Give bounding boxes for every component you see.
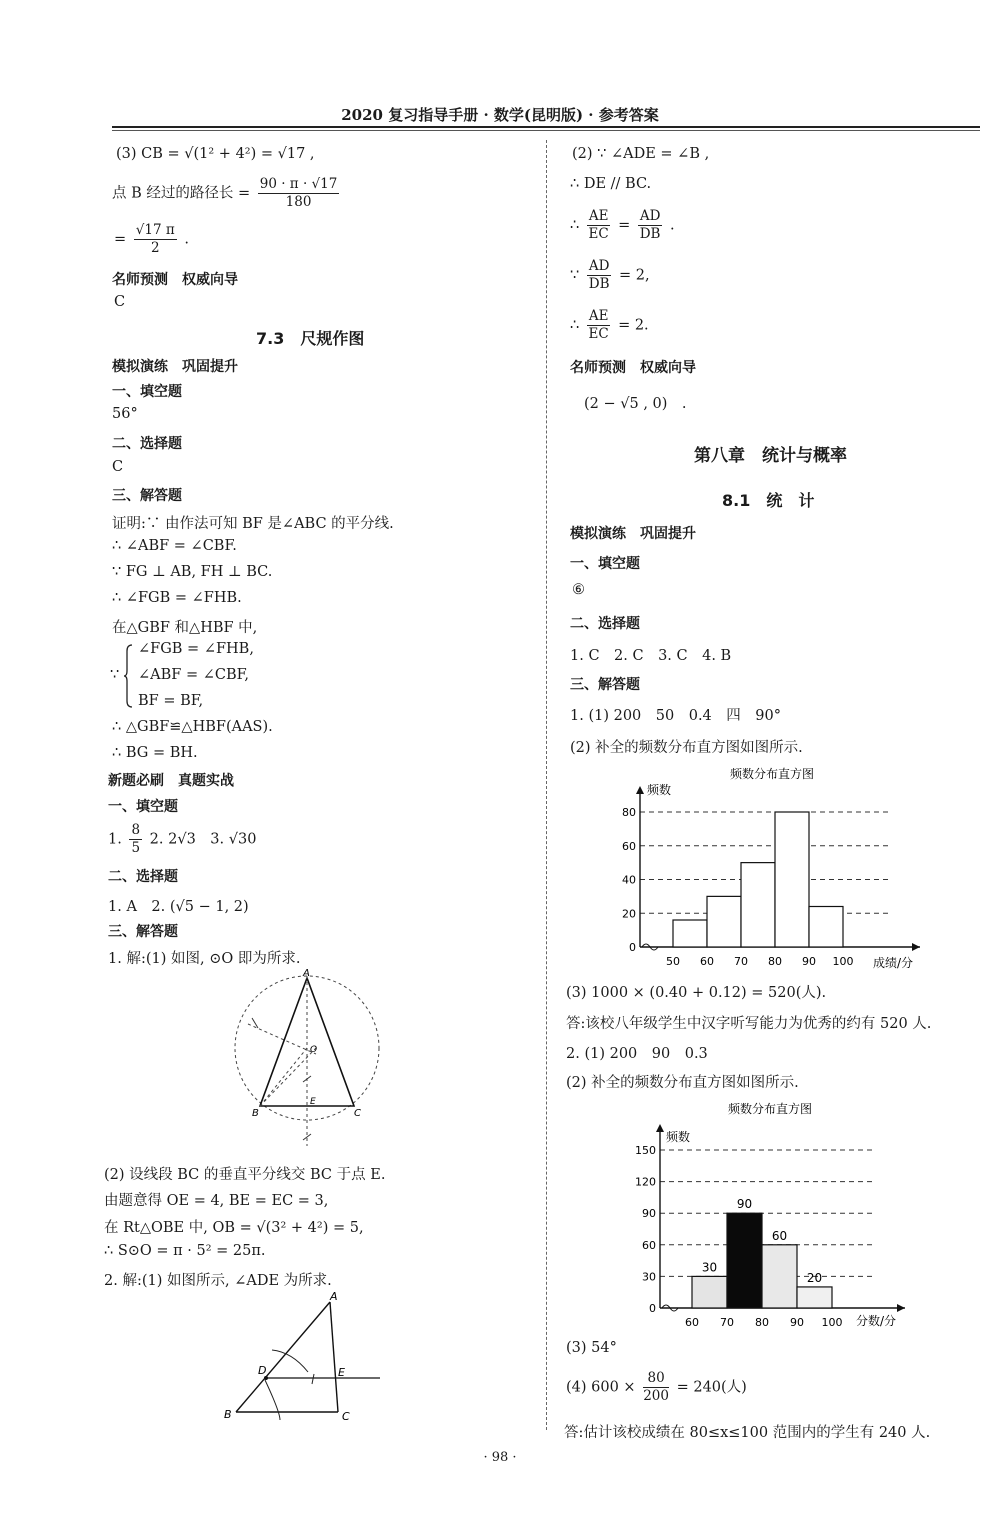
x-tick-label: 100 [832,955,854,968]
answer-line [108,822,256,857]
x-axis-arrow [912,943,920,951]
x-tick-label: 60 [700,955,714,968]
bar [673,920,707,947]
bar [707,896,741,947]
x-tick-label: 90 [802,955,816,968]
fraction [587,208,611,243]
answer: C [112,459,124,475]
chart-title: 频数分布直方图 [730,767,815,781]
y-tick-label: 30 [642,1270,656,1284]
y-tick-label: 90 [642,1207,656,1221]
y-tick-label: 60 [642,1238,656,1252]
subsection-label: 三、解答题 [108,924,178,940]
subsection-label: 三、解答题 [112,488,182,504]
answer-line: 2. (1) 200 90 0.3 [566,1046,708,1062]
circle-triangle-figure [228,966,388,1156]
answer: C [114,294,126,310]
answer-line: (3) 54° [566,1340,617,1356]
proof-line: ∴ BG = BH. [112,745,198,761]
y-tick-label: 60 [622,839,636,853]
bar [692,1276,727,1308]
y-tick-label: 40 [622,873,636,887]
y-axis-label: 频数 [666,1130,691,1144]
solution-line: 由题意得 OE = 4, BE = EC = 3, [104,1193,329,1209]
answer-line: (2) 补全的频数分布直方图如图所示. [566,1075,799,1091]
answer-line: (3) CB = √(1² + 4²) = √17 , [116,146,315,162]
path-length-line [112,176,342,211]
answer-line: 答:估计该校成绩在 80≤x≤100 范围内的学生有 240 人. [564,1425,931,1441]
denominator: DB [588,276,610,292]
answer: 1. A 2. (√5 − 1, 2) [108,899,249,915]
data-label: 90 [736,1197,753,1212]
y-axis-label: 频数 [647,783,672,797]
proof-line: 在△GBF 和△HBF 中, [112,620,258,636]
answer: 56° [112,406,138,422]
numerator: 80 [643,1370,669,1388]
histogram-2 [620,1095,920,1330]
x-axis-label: 成绩/分 [873,956,914,970]
subsection-label: 三、解答题 [570,677,640,693]
denominator: 200 [643,1388,669,1404]
text: (4) 600 × [566,1379,636,1396]
fraction [134,222,177,257]
histogram-1 [615,760,935,975]
x-tick-label: 70 [734,955,748,968]
text: ∴ [570,317,580,334]
section-title: 8.1 统 计 [722,491,815,510]
data-label: 60 [771,1228,788,1243]
subsection-label: 二、选择题 [108,869,178,885]
answer-line: (3) 1000 × (0.40 + 0.12) = 520(人). [566,985,827,1001]
x-axis-label: 分数/分 [856,1314,897,1328]
label-c: C [342,1410,350,1423]
y-tick-label: 0 [629,941,636,954]
section-label: 模拟演练 巩固提升 [112,359,238,375]
x-tick-label: 70 [720,1316,734,1329]
angle-construction-figure [220,1290,390,1430]
proof-line: ∠ABF = ∠CBF, [138,667,250,683]
text: . [670,217,675,234]
solution-line: ∴ S⊙O = π · 5² = 25π. [104,1243,266,1259]
x-tick-label: 100 [821,1316,843,1329]
proof-line [570,308,649,343]
label-d: D [258,1364,267,1377]
proof-line: BF = BF, [138,693,204,709]
text: = [618,217,631,234]
text: = 2. [618,317,649,334]
x-tick-label: 80 [755,1316,769,1329]
bar [741,863,775,947]
page-header: 2020 复习指导手册 · 数学(昆明版) · 参考答案 [341,106,659,124]
header-rule-thin [112,130,980,131]
subsection-label: 二、选择题 [570,616,640,632]
numerator: AE [588,208,609,224]
answer-line: 1. (1) 200 50 0.4 四 90° [570,708,781,724]
x-tick-label: 50 [666,955,680,968]
numerator: 90 · π · √17 [259,176,338,192]
proof-line: 证明:∵ 由作法可知 BF 是∠ABC 的平分线. [112,516,394,532]
data-label: 20 [806,1270,823,1285]
x-axis-arrow [897,1304,905,1312]
proof-line [570,208,675,243]
header-rule [112,126,980,128]
proof-line: ∵ FG ⊥ AB, FH ⊥ BC. [112,564,273,580]
numerator: AD [588,258,610,274]
because-sign: ∵ [110,667,120,683]
denominator: 2 [150,240,160,256]
bar [809,907,843,948]
y-tick-label: 150 [635,1144,656,1157]
x-tick-label: 60 [685,1316,699,1329]
result-line [114,222,189,257]
label-c: C [354,1108,361,1119]
label-a: A [330,1290,338,1303]
label-a: A [303,968,310,979]
bar [797,1287,832,1308]
denominator: 5 [131,840,141,856]
y-tick-label: 120 [635,1175,656,1189]
proof-line: (2) ∵ ∠ADE = ∠B , [572,146,710,162]
text: = [114,231,127,248]
denominator: EC [588,226,609,242]
solution-line: 2. 解:(1) 如图所示, ∠ADE 为所求. [104,1273,332,1289]
label-e: E [338,1366,345,1379]
text: . [184,231,189,248]
section-title: 7.3 尺规作图 [256,329,365,348]
solution-line: 1. 解:(1) 如图, ⊙O 即为所求. [108,951,301,967]
answer: ⑥ [572,582,585,598]
proof-line: ∴ △GBF≌△HBF(AAS). [112,719,273,735]
numerator: AD [639,208,661,224]
y-tick-label: 80 [622,806,636,819]
bar [762,1245,797,1308]
fraction [587,308,611,343]
solution-line: 在 Rt△OBE 中, OB = √(3² + 4²) = 5, [104,1220,364,1236]
section-label: 名师预测 权威向导 [570,360,696,376]
label-b: B [252,1108,259,1119]
solution-line: (2) 设线段 BC 的垂直平分线交 BC 于点 E. [104,1167,386,1183]
fraction [258,176,340,211]
denominator: EC [588,326,609,342]
numerator: 8 [131,822,141,838]
y-axis-arrow [656,1124,664,1132]
section-label: 名师预测 权威向导 [112,272,238,288]
proof-line [570,258,650,293]
brace [124,643,134,709]
subsection-label: 一、填空题 [108,799,178,815]
denominator: 180 [285,194,312,210]
numerator: AE [588,308,609,324]
x-tick-label: 80 [768,955,782,968]
subsection-label: 一、填空题 [570,556,640,572]
data-label: 30 [701,1260,718,1275]
y-tick-label: 20 [622,907,636,921]
subsection-label: 二、选择题 [112,436,182,452]
page-number: · 98 · [483,1450,517,1465]
answer: (2 − √5 , 0) . [584,396,687,412]
subsection-label: 一、填空题 [112,384,182,400]
text: 点 B 经过的路径长 = [112,185,251,202]
fraction [587,258,612,293]
text: = 240(人) [676,1379,747,1396]
bar [727,1213,762,1308]
text: 1. [108,831,122,848]
column-divider [546,140,547,1430]
answer: 1. C 2. C 3. C 4. B [570,648,732,664]
fraction [638,208,663,243]
section-label: 模拟演练 巩固提升 [570,526,696,542]
chapter-title: 第八章 统计与概率 [694,446,847,466]
denominator: DB [639,226,661,242]
y-tick-label: 0 [649,1302,656,1315]
text: = 2, [619,267,650,284]
x-tick-label: 90 [790,1316,804,1329]
answer-line [566,1370,747,1405]
proof-line: ∴ DE // BC. [570,176,652,192]
y-axis-arrow [636,786,644,794]
proof-line: ∠FGB = ∠FHB, [138,641,254,657]
answer-line: (2) 补全的频数分布直方图如图所示. [570,740,803,756]
answer-line: 答:该校八年级学生中汉字听写能力为优秀的约有 520 人. [566,1016,932,1032]
fraction [643,1370,669,1405]
fraction [129,822,142,857]
label-o: O [310,1045,318,1055]
chart-title: 频数分布直方图 [728,1102,813,1116]
proof-line: ∴ ∠ABF = ∠CBF. [112,538,237,554]
label-e: E [310,1097,316,1107]
numerator: √17 π [135,222,175,238]
bar [775,812,809,947]
section-label: 新题必刷 真题实战 [108,773,234,789]
label-b: B [224,1408,232,1421]
proof-line: ∴ ∠FGB = ∠FHB. [112,590,242,606]
text: ∵ [570,267,580,284]
text: 2. 2√3 3. √30 [149,831,257,848]
text: ∴ [570,217,580,234]
